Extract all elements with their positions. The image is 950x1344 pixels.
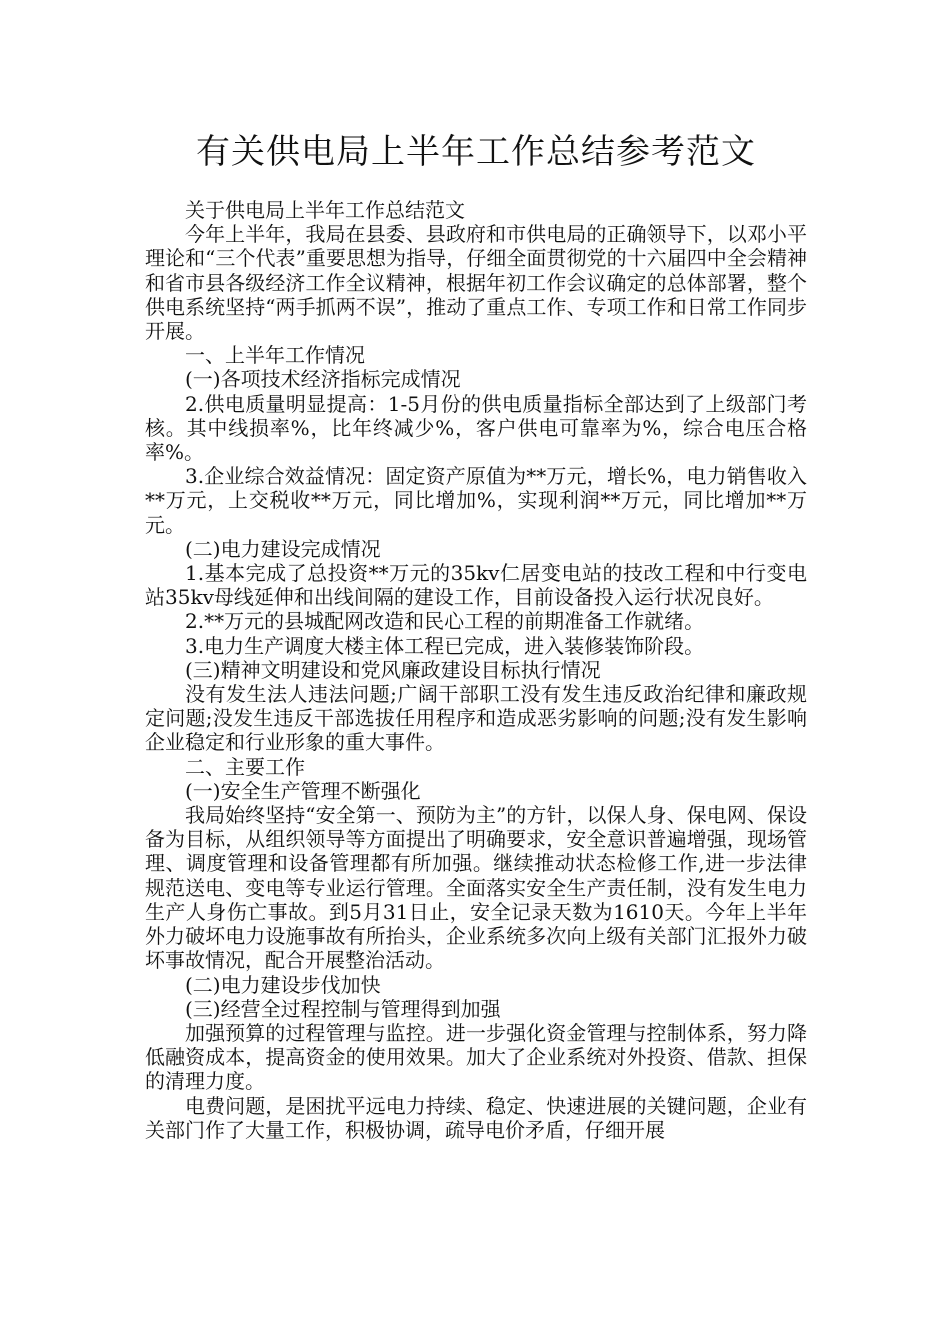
document-body bbox=[145, 198, 807, 1142]
section-heading-1: 一、上半年工作情况 bbox=[185, 343, 365, 368]
paragraph-subtitle: 关于供电局上半年工作总结范文 bbox=[185, 198, 465, 222]
paragraph-construction-3: 3.电力生产调度大楼主体工程已完成，进入装修装饰阶段。 bbox=[185, 633, 705, 658]
subsection-heading-1-2: (二)电力建设完成情况 bbox=[185, 536, 381, 561]
subsection-heading-1-3: (三)精神文明建设和党风廉政建设目标执行情况 bbox=[185, 657, 601, 682]
subsection-heading-2-2: (二)电力建设步伐加快 bbox=[185, 972, 381, 997]
paragraph-construction-2: 2.**万元的县城配网改造和民心工程的前期准备工作就绪。 bbox=[185, 609, 705, 634]
section-heading-2: 二、主要工作 bbox=[185, 754, 305, 779]
paragraph-intro: 今年上半年，我局在县委、县政府和市供电局的正确领导下，以邓小平理论和“三个代表”重要思想为指导，仔细全面贯彻党的十六届四中全会精神和省市县各级经济工作全议精神，根据年初工作会议确定的总体部署，整个供电系统坚持“两手抓两不误”，推动了重点工作、专项工作和日常工作同步开展。 bbox=[145, 222, 807, 344]
paragraph-budget: 加强预算的过程管理与监控。进一步强化资金管理与控制体系，努力降低融资成本，提高资金的使用效果。加大了企业系统对外投资、借款、担保的清理力度。 bbox=[145, 1020, 807, 1094]
paragraph-supply-quality: 2.供电质量明显提高：1-5月份的供电质量指标全部达到了上级部门考核。其中线损率%，比年终减少%，客户供电可靠率为%，综合电压合格率%。 bbox=[145, 391, 807, 465]
document-title: 有关供电局上半年工作总结参考范文 bbox=[196, 132, 756, 172]
document-page bbox=[145, 128, 807, 1142]
subsection-heading-2-1: (一)安全生产管理不断强化 bbox=[185, 778, 421, 803]
paragraph-integrity: 没有发生法人违法问题;广阔干部职工没有发生违反政治纪律和廉政规定问题;没发生违反干部选拔任用程序和造成恶劣影响的问题;没有发生影响企业稳定和行业形象的重大事件。 bbox=[145, 682, 807, 755]
paragraph-economic-benefit: 3.企业综合效益情况：固定资产原值为**万元，增长%，电力销售收入**万元，上交税收**万元，同比增加%，实现利润**万元，同比增加**万元。 bbox=[145, 464, 807, 537]
subsection-heading-2-3: (三)经营全过程控制与管理得到加强 bbox=[185, 996, 501, 1021]
paragraph-electricity-fee: 电费问题，是困扰平远电力持续、稳定、快速进展的关键问题，企业有关部门作了大量工作，积极协调，疏导电价矛盾，仔细开展 bbox=[145, 1093, 807, 1142]
subsection-heading-1-1: (一)各项技术经济指标完成情况 bbox=[185, 367, 461, 392]
paragraph-safety: 我局始终坚持“安全第一、预防为主”的方针，以保人身、保电网、保设备为目标，从组织领导等方面提出了明确要求，安全意识普遍增强，现场管理、调度管理和设备管理都有所加强。继续推动状态检修工作,进一步法律规范送电、变电等专业运行管理。全面落实安全生产责任制，没有发生电力生产人身伤亡事故。到5月31日止，安全记录天数为1610天。今年上半年外力破坏电力设施事故有所抬头，企业系统多次向上级有关部门汇报外力破坏事故情况，配合开展整治活动。 bbox=[145, 803, 807, 973]
paragraph-construction-1: 1.基本完成了总投资**万元的35kv仁居变电站的技改工程和中行变电站35kv母线延伸和出线间隔的建设工作，目前设备投入运行状况良好。 bbox=[145, 561, 807, 610]
